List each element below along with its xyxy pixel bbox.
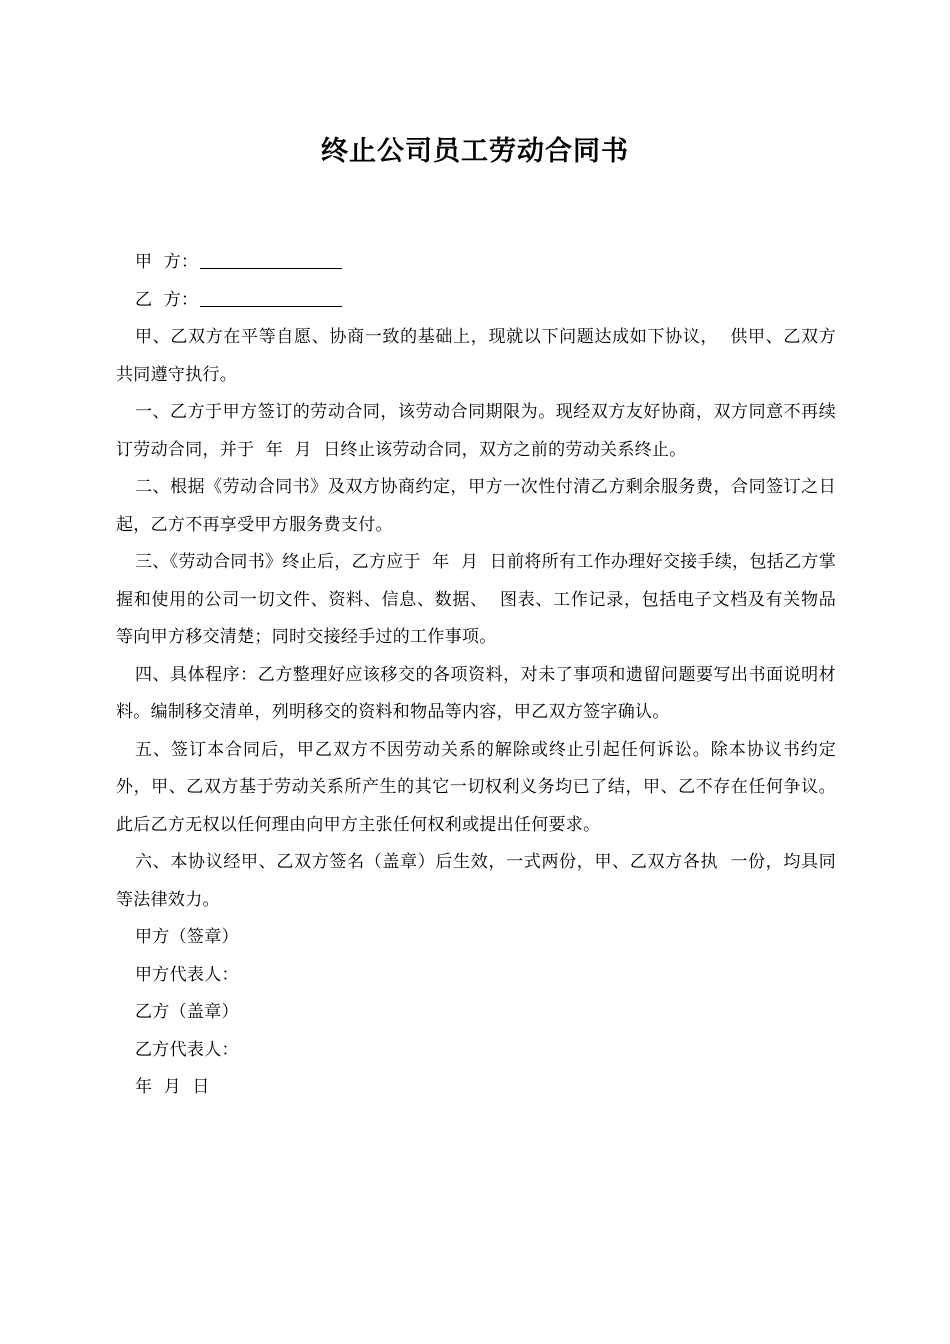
date-line: 年 月 日 xyxy=(135,1077,210,1097)
document-title: 终止公司员工劳动合同书 xyxy=(321,136,629,167)
party-b-label: 乙 方： xyxy=(135,289,199,310)
party-a-seal-line: 甲方（签章） xyxy=(135,927,239,947)
document-body xyxy=(116,244,836,1107)
party-b-blank xyxy=(200,288,342,307)
party-b-seal-line: 乙方（盖章） xyxy=(135,1002,239,1022)
party-a-line xyxy=(116,244,836,282)
paragraph-intro: 甲、乙双方在平等自愿、协商一致的基础上，现就以下问题达成如下协议， 供甲、乙双方共同遵守执行。 xyxy=(116,327,836,385)
party-a-rep-line: 甲方代表人： xyxy=(135,964,239,985)
party-a-label: 甲 方： xyxy=(135,252,199,272)
paragraph-clause-3: 三、《劳动合同书》终止后，乙方应于 年 月 日前将所有工作办理好交接手续，包括乙方掌握和使用的公司一切文件、资料、信息、数据、 图表、工作记录，包括电子文档及有关物品等向甲方移交清楚；同时交接经手过的工作事项。 xyxy=(116,552,836,647)
paragraph-clause-2: 二、根据《劳动合同书》及双方协商约定，甲方一次性付清乙方剩余服务费，合同签订之日起，乙方不再享受甲方服务费支付。 xyxy=(116,477,836,535)
party-b-line xyxy=(116,282,836,320)
paragraph-clause-6: 六、本协议经甲、乙双方签名（盖章）后生效，一式两份，甲、乙双方各执 一份，均具同等法律效力。 xyxy=(116,852,836,910)
party-b-rep-line: 乙方代表人： xyxy=(135,1039,239,1060)
party-a-blank xyxy=(200,250,342,269)
paragraph-clause-5: 五、签订本合同后，甲乙双方不因劳动关系的解除或终止引起任何诉讼。除本协议书约定外，甲、乙双方基于劳动关系所产生的其它一切权利义务均已了结，甲、乙不存在任何争议。此后乙方无权以任何理由向甲方主张任何权利或提出任何要求。 xyxy=(116,739,836,835)
paragraph-clause-4: 四、具体程序：乙方整理好应该移交的各项资料，对未了事项和遗留问题要写出书面说明材料。编制移交清单，列明移交的资料和物品等内容，甲乙双方签字确认。 xyxy=(116,664,836,722)
paragraph-clause-1: 一、乙方于甲方签订的劳动合同，该劳动合同期限为。现经双方友好协商，双方同意不再续订劳动合同，并于 年 月 日终止该劳动合同，双方之前的劳动关系终止。 xyxy=(116,402,836,460)
